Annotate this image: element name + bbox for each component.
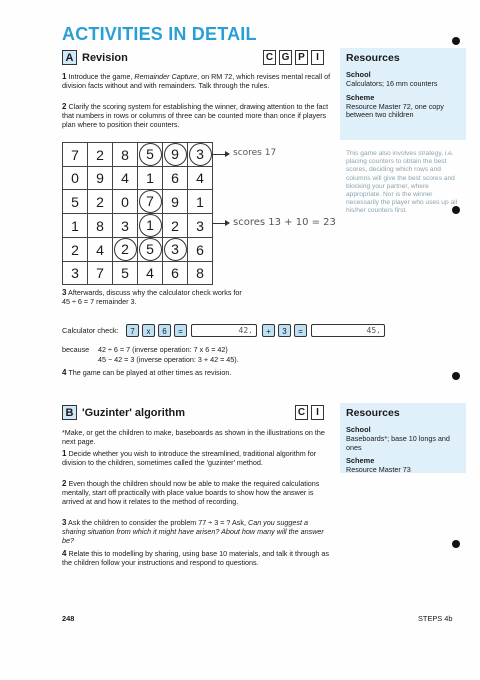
arrow-right-icon [212,154,226,155]
grid-cell: 5 [113,262,138,285]
binder-hole [452,37,460,45]
grid-cell [138,238,163,262]
paragraph-3: 3 Afterwards, discuss why the calculator check works for 45 ÷ 6 = 7 remainder 3. [62,288,242,306]
strategy-note: This game also involves strategy, i.e. placing counters to obtain the best scores, deciding which rows and columns will give the best scores and blocking your partner, where appropriate. Nor is the winner necessarily the player who uses up all his/her counters first. [346,150,458,215]
counter-circle: 5 [139,143,162,166]
binder-hole [452,372,460,380]
grid-cell: 9 [163,190,188,214]
grid-cell [138,143,163,167]
paragraph-1: 1 Introduce the game, Remainder Capture, on RM 72, which revises mental recall of division facts without and with remainders. Talk through the rules. [62,72,331,90]
resources-panel [340,48,466,140]
page-number: 248 [62,614,75,623]
grid-cell [113,238,138,262]
scheme-text: Resource Master 72, one copy between two children [346,101,444,120]
scheme-text: Resource Master 73 [346,465,411,475]
paragraph-intro: *Make, or get the children to make, baseboards as shown in the illustrations on the next page. [62,428,325,446]
counter-circle: 7 [139,190,162,213]
calc-key-6: 6 [158,324,171,337]
tag-c: C [263,50,276,65]
calc-key-7: 7 [126,324,139,337]
grid-cell: 4 [88,238,113,262]
grid-cell: 8 [113,143,138,167]
grid-cell: 1 [138,167,163,190]
grid-cell: 3 [113,214,138,238]
grid-row [63,190,213,214]
grid-cell: 0 [63,167,88,190]
grid-row [63,262,213,285]
counter-circle: 3 [189,143,212,166]
calc-key-equals: = [174,324,187,337]
because-label: because [62,345,90,354]
counter-circle: 1 [139,214,162,237]
arrow-right-icon [212,223,226,224]
binder-hole [452,540,460,548]
grid-cell: 3 [188,214,213,238]
section-title: 'Guzinter' algorithm [82,407,186,419]
section-letter: B [62,405,77,420]
grid-cell: 6 [163,167,188,190]
counter-circle: 2 [114,238,137,261]
calc-display-2: 45. [311,324,385,337]
remainder-capture-grid [62,142,213,285]
paragraph-4: 4 Relate this to modelling by sharing, using base 10 materials, and talk it through as the children follow your instructions and respond to questions. [62,549,329,567]
grid-cell: 7 [88,262,113,285]
grid-cell: 4 [138,262,163,285]
grid-cell: 1 [188,190,213,214]
tag-i: I [311,50,324,65]
grid-cell: 1 [63,214,88,238]
score-annotation-2: scores 13 + 10 = 23 [233,217,336,228]
school-label: School [346,70,371,79]
grid-cell: 2 [163,214,188,238]
school-text: Calculators; 16 mm counters [346,79,438,88]
calc-key-plus: + [262,324,275,337]
grid-cell [138,214,163,238]
resources-panel [340,403,466,473]
tag-i: I [311,405,324,420]
paragraph-1: 1 Decide whether you wish to introduce the streamlined, traditional algorithm for division to the children, sometimes called the 'guzinter' method. [62,449,317,467]
grid-cell: 4 [188,167,213,190]
grid-cell: 2 [63,238,88,262]
page-title: ACTIVITIES IN DETAIL [62,24,257,44]
scheme-label: Scheme [346,456,375,466]
calc-key-multiply: x [142,324,155,337]
paragraph-3: 3 Ask the children to consider the problem 77 ÷ 3 = ? Ask, Can you suggest a sharing situation from which it might have arisen? About how many will the answer be? [62,518,324,545]
grid-cell: 8 [188,262,213,285]
tag-c: C [295,405,308,420]
grid-row [63,238,213,262]
grid-cell: 2 [88,190,113,214]
grid-cell: 3 [63,262,88,285]
paragraph-2: 2 Clarify the scoring system for establishing the winner, drawing attention to the fact that numbers in rows or columns of three can be counted more than once if players plan where to position their counters. [62,102,329,129]
calc-display-1: 42. [191,324,257,337]
score-annotation-1: scores 17 [233,148,277,158]
section-title: Revision [82,52,128,64]
grid-cell [163,143,188,167]
calculator-check-label: Calculator check: [62,326,119,335]
grid-cell: 6 [163,262,188,285]
grid-row [63,143,213,167]
tag-g: G [279,50,292,65]
grid-cell: 2 [88,143,113,167]
grid-cell: 7 [63,143,88,167]
because-line-2: 45 − 42 = 3 (inverse operation: 3 + 42 = 45). [98,355,239,364]
resources-title: Resources [346,52,400,64]
paragraph-2: 2 Even though the children should now be able to make the required calculations mentally, start off practically with place value boards to show how the answer is arrived at and how it relates to the method of recording. [62,479,320,506]
grid-cell: 0 [113,190,138,214]
tag-p: P [295,50,308,65]
grid-cell: 6 [188,238,213,262]
paragraph-4: 4 The game can be played at other times as revision. [62,368,232,377]
section-letter: A [62,50,77,65]
scheme-label: Scheme [346,92,375,102]
school-text: Baseboards*; base 10 longs and ones [346,434,450,452]
book-label: STEPS 4b [418,614,453,623]
grid-cell: 9 [88,167,113,190]
counter-circle: 9 [164,143,187,166]
grid-cell [188,143,213,167]
calc-key-equals: = [294,324,307,337]
grid-row [63,214,213,238]
grid-cell: 8 [88,214,113,238]
counter-circle: 3 [164,238,187,261]
counter-circle: 5 [139,238,162,261]
grid-row [63,167,213,190]
grid-cell [138,190,163,214]
because-line-1: 42 ÷ 6 = 7 (inverse operation: 7 x 6 = 42) [98,345,228,354]
school-label: School [346,425,371,434]
grid-cell [163,238,188,262]
grid-cell: 5 [63,190,88,214]
grid-cell: 4 [113,167,138,190]
calc-key-3: 3 [278,324,291,337]
resources-title: Resources [346,407,400,419]
